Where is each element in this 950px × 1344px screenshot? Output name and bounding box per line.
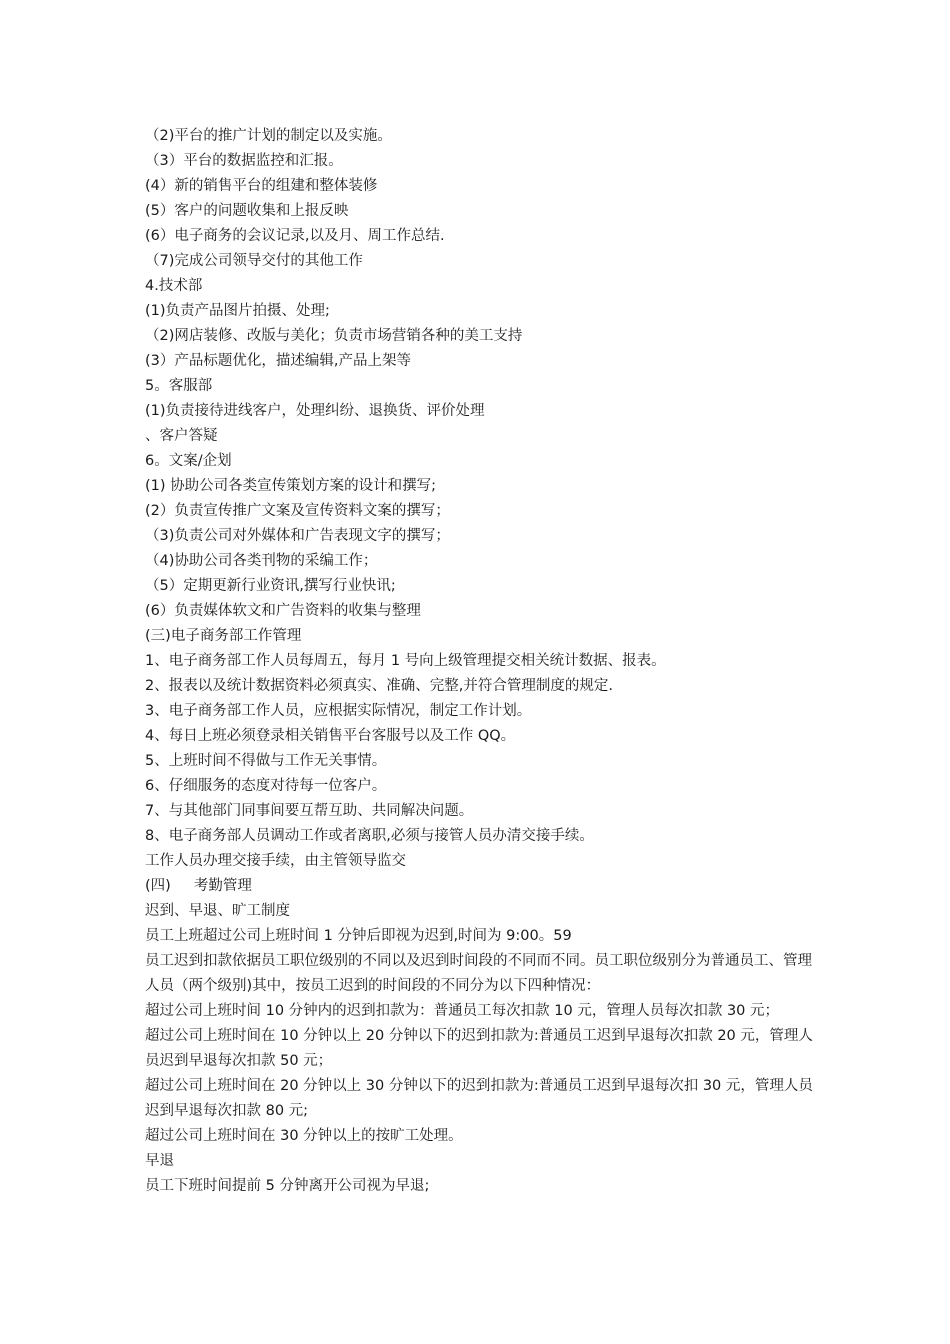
text-line: (1)负责接待进线客户，处理纠纷、退换货、评价处理 [145, 403, 485, 419]
text-line: （2)平台的推广计划的制定以及实施。 [145, 128, 392, 144]
section-heading: 4.技术部 [145, 278, 203, 294]
text-line: （3)负责公司对外媒体和广告表现文字的撰写； [145, 528, 450, 544]
rule-item: 5、上班时间不得做与工作无关事情。 [145, 753, 387, 769]
section-heading: 6。文案/企划 [145, 453, 232, 469]
text-line: 员工下班时间提前 5 分钟离开公司视为早退; [145, 1178, 430, 1194]
text-line: （5）定期更新行业资讯,撰写行业快讯; [145, 578, 396, 594]
text-line: (1) 协助公司各类宣传策划方案的设计和撰写; [145, 478, 437, 494]
text-line: (5）客户的问题收集和上报反映 [145, 203, 349, 219]
text-line: (6）电子商务的会议记录,以及月、周工作总结. [145, 228, 445, 244]
paragraph: 超过公司上班时间在 20 分钟以上 30 分钟以下的迟到扣款为:普通员工迟到早退每次扣 30 元，管理人员迟到早退每次扣款 80 元; [145, 1078, 813, 1119]
text-line: (3）产品标题优化，描述编辑,产品上架等 [145, 353, 411, 369]
paragraph: 超过公司上班时间 10 分钟内的迟到扣款为：普通员工每次扣款 10 元，管理人员每次扣款 30 元； [145, 1003, 780, 1019]
text-line: (6）负责媒体软文和广告资料的收集与整理 [145, 603, 421, 619]
rule-item: 8、电子商务部人员调动工作或者离职,必须与接管人员办清交接手续。 [145, 828, 594, 844]
text-line: （3）平台的数据监控和汇报。 [145, 153, 343, 169]
rule-item: 1、电子商务部工作人员每周五，每月 1 号向上级管理提交相关统计数据、报表。 [145, 653, 666, 669]
text-line: （2)网店装修、改版与美化；负责市场营销各种的美工支持 [145, 328, 523, 344]
rule-item: 6、仔细服务的态度对待每一位客户。 [145, 778, 387, 794]
section-heading: (三)电子商务部工作管理 [145, 628, 302, 644]
document-body [145, 124, 825, 1199]
subsection-heading: 早退 [145, 1153, 174, 1169]
text-line: 员工上班超过公司上班时间 1 分钟后即视为迟到,时间为 9:00。59 [145, 928, 572, 944]
text-line: 工作人员办理交接手续，由主管领导监交 [145, 853, 406, 869]
text-line: (4）新的销售平台的组建和整体装修 [145, 178, 378, 194]
text-line: 超过公司上班时间在 30 分钟以上的按旷工处理。 [145, 1128, 463, 1144]
section-heading: 5。客服部 [145, 378, 213, 394]
rule-item: 4、每日上班必须登录相关销售平台客服号以及工作 QQ。 [145, 728, 516, 744]
text-line: (2）负责宣传推广文案及宣传资料文案的撰写； [145, 503, 450, 519]
text-line: (1)负责产品图片拍摄、处理; [145, 303, 330, 319]
subsection-heading: 迟到、早退、旷工制度 [145, 903, 290, 919]
text-line: 、客户答疑 [145, 428, 218, 444]
paragraph: 超过公司上班时间在 10 分钟以上 20 分钟以下的迟到扣款为:普通员工迟到早退每次扣款 20 元，管理人员迟到早退每次扣款 50 元； [145, 1028, 813, 1069]
section-heading: (四) 考勤管理 [145, 878, 252, 894]
paragraph: 员工迟到扣款依据员工职位级别的不同以及迟到时间段的不同而不同。员工职位级别分为普通员工、管理人员（两个级别)其中，按员工迟到的时间段的不同分为以下四种情况： [145, 953, 812, 994]
text-line: （4)协助公司各类刊物的采编工作； [145, 553, 378, 569]
rule-item: 7、与其他部门同事间要互帮互助、共同解决问题。 [145, 803, 474, 819]
rule-item: 2、报表以及统计数据资料必须真实、准确、完整,并符合管理制度的规定. [145, 678, 613, 694]
rule-item: 3、电子商务部工作人员，应根据实际情况，制定工作计划。 [145, 703, 532, 719]
text-line: （7)完成公司领导交付的其他工作 [145, 253, 363, 269]
